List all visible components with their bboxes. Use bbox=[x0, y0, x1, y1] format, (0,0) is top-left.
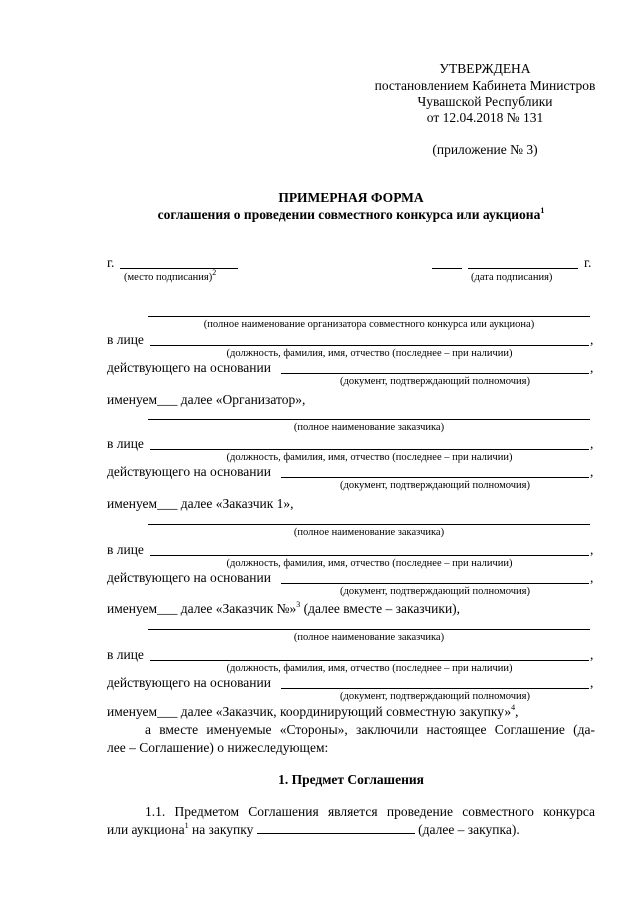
comma: , bbox=[590, 332, 594, 347]
date-day-blank[interactable] bbox=[432, 268, 462, 269]
comma: , bbox=[590, 675, 594, 690]
coordinator-in-person-label: в лице bbox=[107, 647, 144, 662]
year-suffix: г. bbox=[584, 255, 592, 270]
comma: , bbox=[590, 542, 594, 557]
customer1-name-blank[interactable] bbox=[148, 419, 590, 420]
parties-paragraph-line2: лее – Соглашение) о нижеследующем: bbox=[107, 740, 329, 755]
purchase-subject-blank[interactable] bbox=[257, 821, 415, 834]
comma: , bbox=[590, 647, 594, 662]
form-subtitle: соглашения о проведении совместного конкурса или аукциона$^1$ bbox=[157, 205, 545, 222]
customer1-name-caption: (полное наименование заказчика) bbox=[293, 422, 445, 433]
customer1-in-person-label: в лице bbox=[107, 436, 144, 451]
coordinator-representative-blank[interactable] bbox=[150, 660, 589, 661]
customerN-basis-label: действующего на основании bbox=[107, 570, 271, 585]
customerN-name-caption: (полное наименование заказчика) bbox=[293, 527, 445, 538]
place-caption: (место подписания)$^2$ bbox=[124, 267, 217, 283]
clause-1-1-line2: или аукциона$^1$ на закупку (далее – закупка). bbox=[107, 820, 520, 837]
comma: , bbox=[590, 464, 594, 479]
coordinator-position-caption: (должность, фамилия, имя, отчество (последнее – при наличии) bbox=[226, 663, 513, 674]
customerN-position-caption: (должность, фамилия, имя, отчество (последнее – при наличии) bbox=[226, 558, 513, 569]
organizer-document-blank[interactable] bbox=[281, 373, 589, 374]
customerN-document-caption: (документ, подтверждающий полномочия) bbox=[340, 586, 530, 597]
customerN-name-blank[interactable] bbox=[148, 524, 590, 525]
appendix-label: (приложение № 3) bbox=[432, 142, 538, 157]
approved-heading: УТВЕРЖДЕНА bbox=[439, 61, 531, 76]
coordinator-document-blank[interactable] bbox=[281, 688, 589, 689]
organizer-basis-label: действующего на основании bbox=[107, 360, 271, 375]
customerN-document-blank[interactable] bbox=[281, 583, 589, 584]
customer1-named-as: именуем___ далее «Заказчик 1», bbox=[107, 496, 294, 511]
clause-1-1-line1: 1.1. Предметом Соглашения является проведение совместного конкурса bbox=[145, 804, 595, 819]
approval-line-1: постановлением Кабинета Министров bbox=[374, 78, 596, 93]
customer1-document-caption: (документ, подтверждающий полномочия) bbox=[340, 480, 530, 491]
approval-line-3: от 12.04.2018 № 131 bbox=[426, 110, 544, 125]
coordinator-name-caption: (полное наименование заказчика) bbox=[293, 632, 445, 643]
organizer-document-caption: (документ, подтверждающий полномочия) bbox=[340, 376, 530, 387]
approval-line-2: Чувашской Республики bbox=[417, 94, 553, 109]
organizer-position-caption: (должность, фамилия, имя, отчество (последнее – при наличии) bbox=[226, 348, 513, 359]
organizer-name-caption: (полное наименование организатора совместного конкурса или аукциона) bbox=[203, 319, 535, 330]
date-month-blank[interactable] bbox=[468, 268, 578, 269]
coordinator-name-blank[interactable] bbox=[148, 629, 590, 630]
customerN-named-as: именуем___ далее «Заказчик №»$^3$ (далее вместе – заказчики), bbox=[107, 599, 461, 616]
coordinator-basis-label: действующего на основании bbox=[107, 675, 271, 690]
date-caption: (дата подписания) bbox=[471, 272, 553, 283]
coordinator-named-as: именуем___ далее «Заказчик, координирующий совместную закупку»$^4$, bbox=[107, 702, 519, 719]
customerN-representative-blank[interactable] bbox=[150, 555, 589, 556]
organizer-named-as: именуем___ далее «Организатор», bbox=[107, 392, 306, 407]
parties-paragraph-line1: а вместе именуемые «Стороны», заключили настоящее Соглашение (да- bbox=[145, 722, 595, 737]
customer1-basis-label: действующего на основании bbox=[107, 464, 271, 479]
customerN-in-person-label: в лице bbox=[107, 542, 144, 557]
organizer-name-blank[interactable] bbox=[148, 316, 590, 317]
customer1-document-blank[interactable] bbox=[281, 477, 589, 478]
customer1-representative-blank[interactable] bbox=[150, 449, 589, 450]
city-prefix: г. bbox=[107, 255, 115, 270]
comma: , bbox=[590, 360, 594, 375]
organizer-in-person-label: в лице bbox=[107, 332, 144, 347]
customer1-position-caption: (должность, фамилия, имя, отчество (последнее – при наличии) bbox=[226, 452, 513, 463]
section-heading: 1. Предмет Соглашения bbox=[278, 772, 424, 787]
place-blank[interactable] bbox=[120, 268, 238, 269]
coordinator-document-caption: (документ, подтверждающий полномочия) bbox=[340, 691, 530, 702]
form-title: ПРИМЕРНАЯ ФОРМА bbox=[278, 190, 424, 205]
comma: , bbox=[590, 436, 594, 451]
organizer-representative-blank[interactable] bbox=[150, 345, 589, 346]
comma: , bbox=[590, 570, 594, 585]
